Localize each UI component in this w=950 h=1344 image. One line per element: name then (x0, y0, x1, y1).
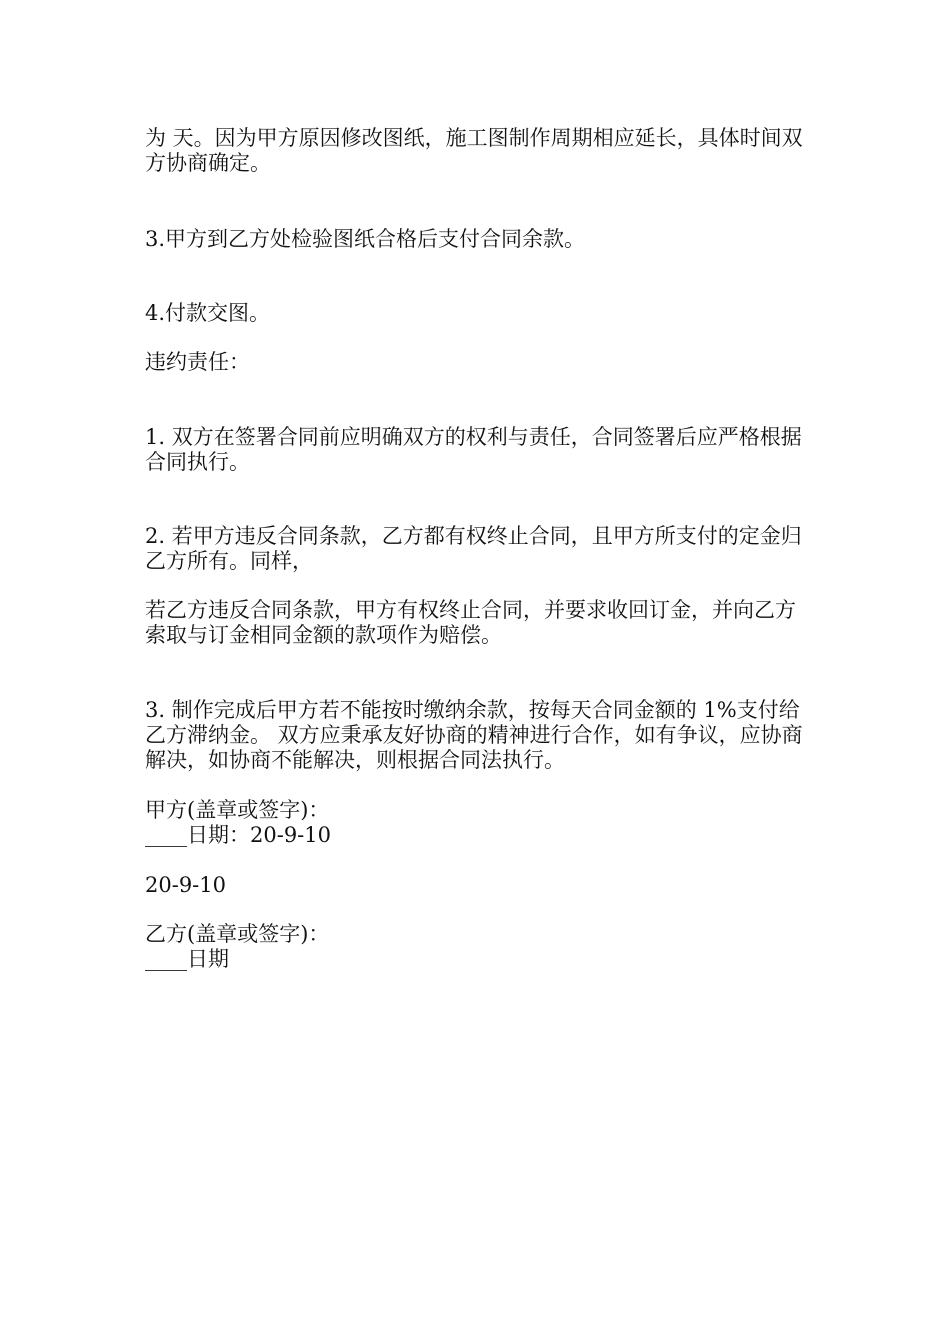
party-b-date-line: ____日期 (145, 947, 229, 971)
party-a-date: 20-9-10 (145, 873, 226, 897)
section-heading-liability: 违约责任： (145, 350, 250, 374)
paragraph-liability-2-continued: 若乙方违反合同条款，甲方有权终止合同，并要求收回订金，并向乙方索取与订金相同金额的款项作为赔偿。 (145, 598, 796, 647)
party-b-signature-label: 乙方(盖章或签字)： (145, 922, 330, 946)
party-a-date-line: ____日期：20-9-10 (145, 823, 331, 847)
paragraph-liability-3: 3. 制作完成后甲方若不能按时缴纳余款，按每天合同金额的 1%支付给乙方滞纳金。 双方应秉承友好协商的精神进行合作，如有争议，应协商解决，如协商不能解决，则根据合同法执行。 (145, 698, 803, 772)
paragraph-liability-2: 2. 若甲方违反合同条款，乙方都有权终止合同，且甲方所支付的定金归乙方所有。同样， (145, 524, 802, 573)
paragraph-clause-3-payment: 3.甲方到乙方处检验图纸合格后支付合同余款。 (145, 227, 586, 251)
paragraph-schedule: 为 天。因为甲方原因修改图纸，施工图制作周期相应延长，具体时间双方协商确定。 (145, 126, 803, 175)
paragraph-clause-4-delivery: 4.付款交图。 (145, 301, 271, 325)
paragraph-liability-1: 1. 双方在签署合同前应明确双方的权利与责任，合同签署后应严格根据合同执行。 (145, 425, 802, 474)
party-a-signature-label: 甲方(盖章或签字)： (145, 798, 330, 822)
